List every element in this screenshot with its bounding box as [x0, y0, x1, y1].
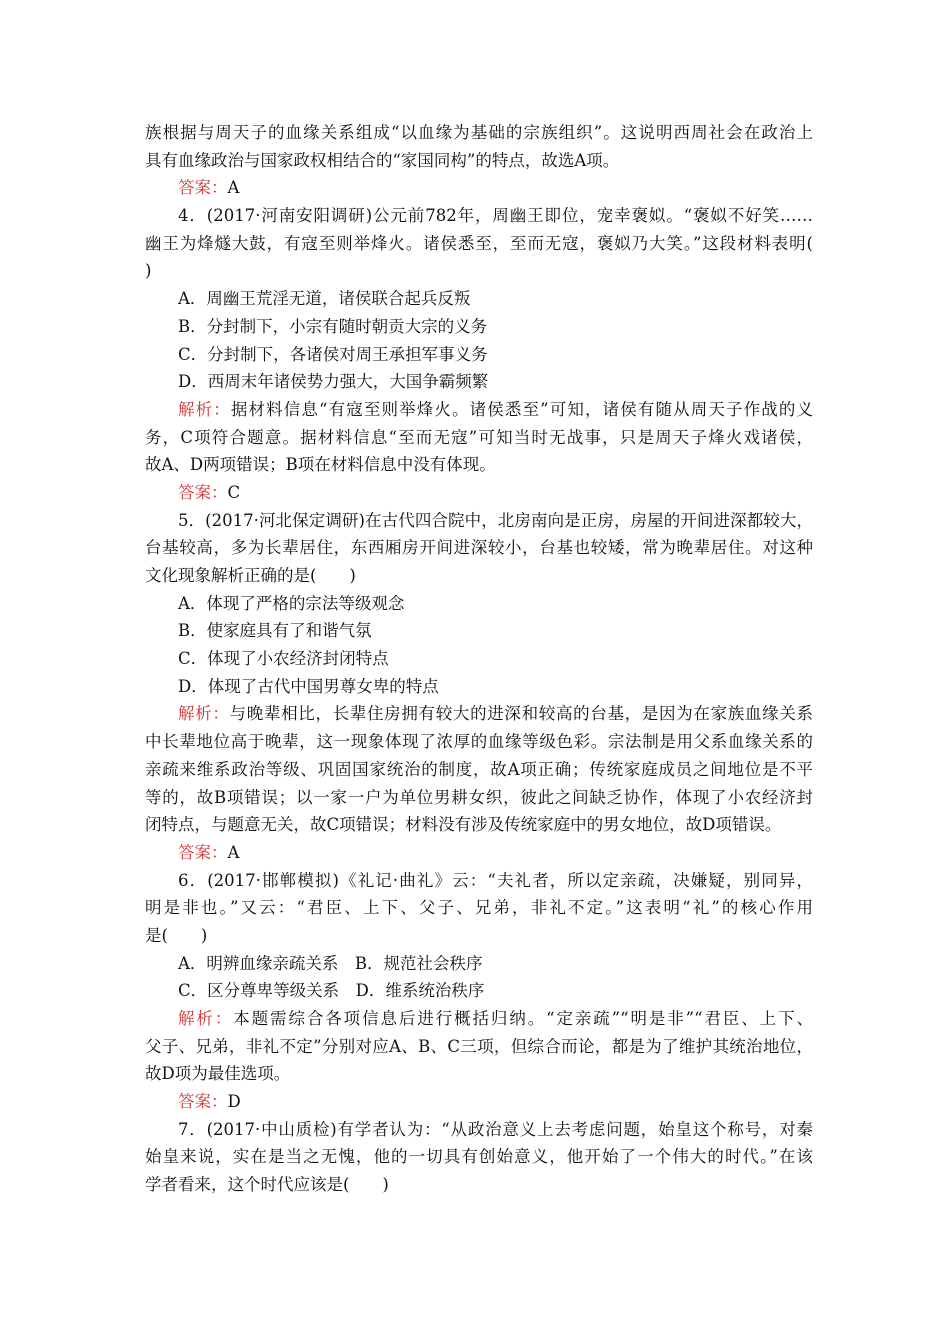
intro-line: 具有血缘政治与国家政权相结合的“家国同构”的特点，故选A项。	[145, 150, 620, 170]
option-item: A．周幽王荒淫无道，诸侯联合起兵反叛	[178, 289, 471, 309]
question-stem-line: 4．(2017·河南安阳调研)公元前782年，周幽王即位，宠幸褒姒。“褒姒不好笑……	[178, 206, 813, 226]
analysis-line: 故A、D两项错误；B项在材料信息中没有体现。	[145, 455, 496, 475]
question-stem-line: 5．(2017·河北保定调研)在古代四合院中，北房南向是正房，房屋的开间进深都较大，	[178, 510, 813, 530]
analysis-label: 解析：	[178, 399, 231, 419]
analysis-line: 闭特点，与题意无关，故C项错误；材料没有涉及传统家庭中的男女地位，故D项错误。	[145, 815, 782, 835]
answer-label: 答案：	[178, 842, 228, 862]
answer-value: C	[227, 482, 241, 502]
analysis-text: 本题需综合各项信息后进行概括归纳。“定亲疏”“明是非”“君臣、上下、	[233, 1009, 813, 1028]
analysis-text: 与晚辈相比，长辈住房拥有较大的进深和较高的台基，是因为在家族血缘关系	[229, 704, 813, 724]
analysis-line: 中长辈地位高于晚辈，这一现象体现了浓厚的血缘等级色彩。宗法制是用父系血缘关系的	[145, 732, 813, 752]
analysis-line	[145, 700, 813, 728]
question-stem-line: 幽王为烽燧大鼓，有寇至则举烽火。诸侯悉至，至而无寇，褒姒乃大笑。”这段材料表明(	[145, 233, 813, 253]
analysis-line: 父子、兄弟，非礼不定”分别对应A、B、C三项，但综合而论，都是为了维护其统治地位，	[145, 1036, 813, 1056]
question-stem-line: 始皇来说，实在是当之无愧，他的一切具有创始意义，他开始了一个伟大的时代。”在该	[145, 1147, 813, 1167]
answer-value: A	[227, 178, 240, 198]
option-item: C．区分尊卑等级关系 D．维系统治秩序	[178, 981, 485, 1001]
analysis-label: 解析：	[178, 704, 230, 724]
analysis-line	[145, 396, 813, 424]
analysis-line: 务，C项符合题意。据材料信息“至而无寇”可知当时无战事，只是周天子烽火戏诸侯，	[145, 427, 813, 447]
answer-line	[145, 174, 813, 202]
analysis-line: 等的，故B项错误；以一家一户为单位男耕女织，彼此之间缺乏协作，体现了小农经济封	[145, 787, 813, 807]
answer-line	[145, 1088, 813, 1116]
option-item: A．明辨血缘亲疏关系 B．规范社会秩序	[178, 953, 483, 973]
answer-label: 答案：	[178, 178, 228, 198]
option-item: C．分封制下，各诸侯对周王承担军事义务	[178, 344, 488, 364]
answer-line	[145, 839, 813, 867]
option-item: B．使家庭具有了和谐气氛	[178, 621, 372, 641]
analysis-text: 据材料信息“有寇至则举烽火。诸侯悉至”可知，诸侯有随从周天子作战的义	[230, 399, 813, 419]
question-stem-line: 文化现象解析正确的是( )	[145, 566, 356, 585]
question-stem-line: 6．(2017·邯郸模拟)《礼记·曲礼》云：“夫礼者，所以定亲疏，决嫌疑，别同异，	[178, 870, 813, 890]
intro-line: 族根据与周天子的血缘关系组成“以血缘为基础的宗族组织”。这说明西周社会在政治上	[145, 123, 813, 142]
option-item: A．体现了严格的宗法等级观念	[178, 593, 405, 613]
document-content	[145, 119, 813, 1199]
analysis-line	[145, 1005, 813, 1033]
analysis-label: 解析：	[178, 1009, 234, 1028]
option-item: B．分封制下，小宗有随时朝贡大宗的义务	[178, 316, 488, 336]
question-stem-line: 台基较高，多为长辈居住，东西厢房开间进深较小，台基也较矮，常为晚辈居住。对这种	[145, 538, 813, 558]
option-item: D．体现了古代中国男尊女卑的特点	[178, 676, 439, 696]
answer-value: D	[227, 1092, 241, 1112]
option-item: C．体现了小农经济封闭特点	[178, 649, 389, 669]
answer-line	[145, 479, 813, 507]
question-stem-line: 是( )	[145, 925, 208, 945]
question-stem-line: )	[145, 261, 152, 281]
answer-label: 答案：	[178, 1092, 228, 1112]
question-stem-line: 7．(2017·中山质检)有学者认为：“从政治意义上去考虑问题，始皇这个称号，对秦	[178, 1119, 813, 1139]
question-stem-line: 学者看来，这个时代应该是( )	[145, 1175, 389, 1195]
answer-label: 答案：	[178, 482, 228, 502]
answer-value: A	[227, 842, 240, 862]
option-item: D．西周末年诸侯势力强大，大国争霸频繁	[178, 372, 489, 392]
analysis-line: 故D项为最佳选项。	[145, 1064, 291, 1084]
analysis-line: 亲疏来维系政治等级、巩固国家统治的制度，故A项正确；传统家庭成员之间地位是不平	[145, 759, 813, 779]
question-stem-line: 明是非也。”又云：“君臣、上下、父子、兄弟，非礼不定。”这表明“礼”的核心作用	[145, 898, 813, 918]
